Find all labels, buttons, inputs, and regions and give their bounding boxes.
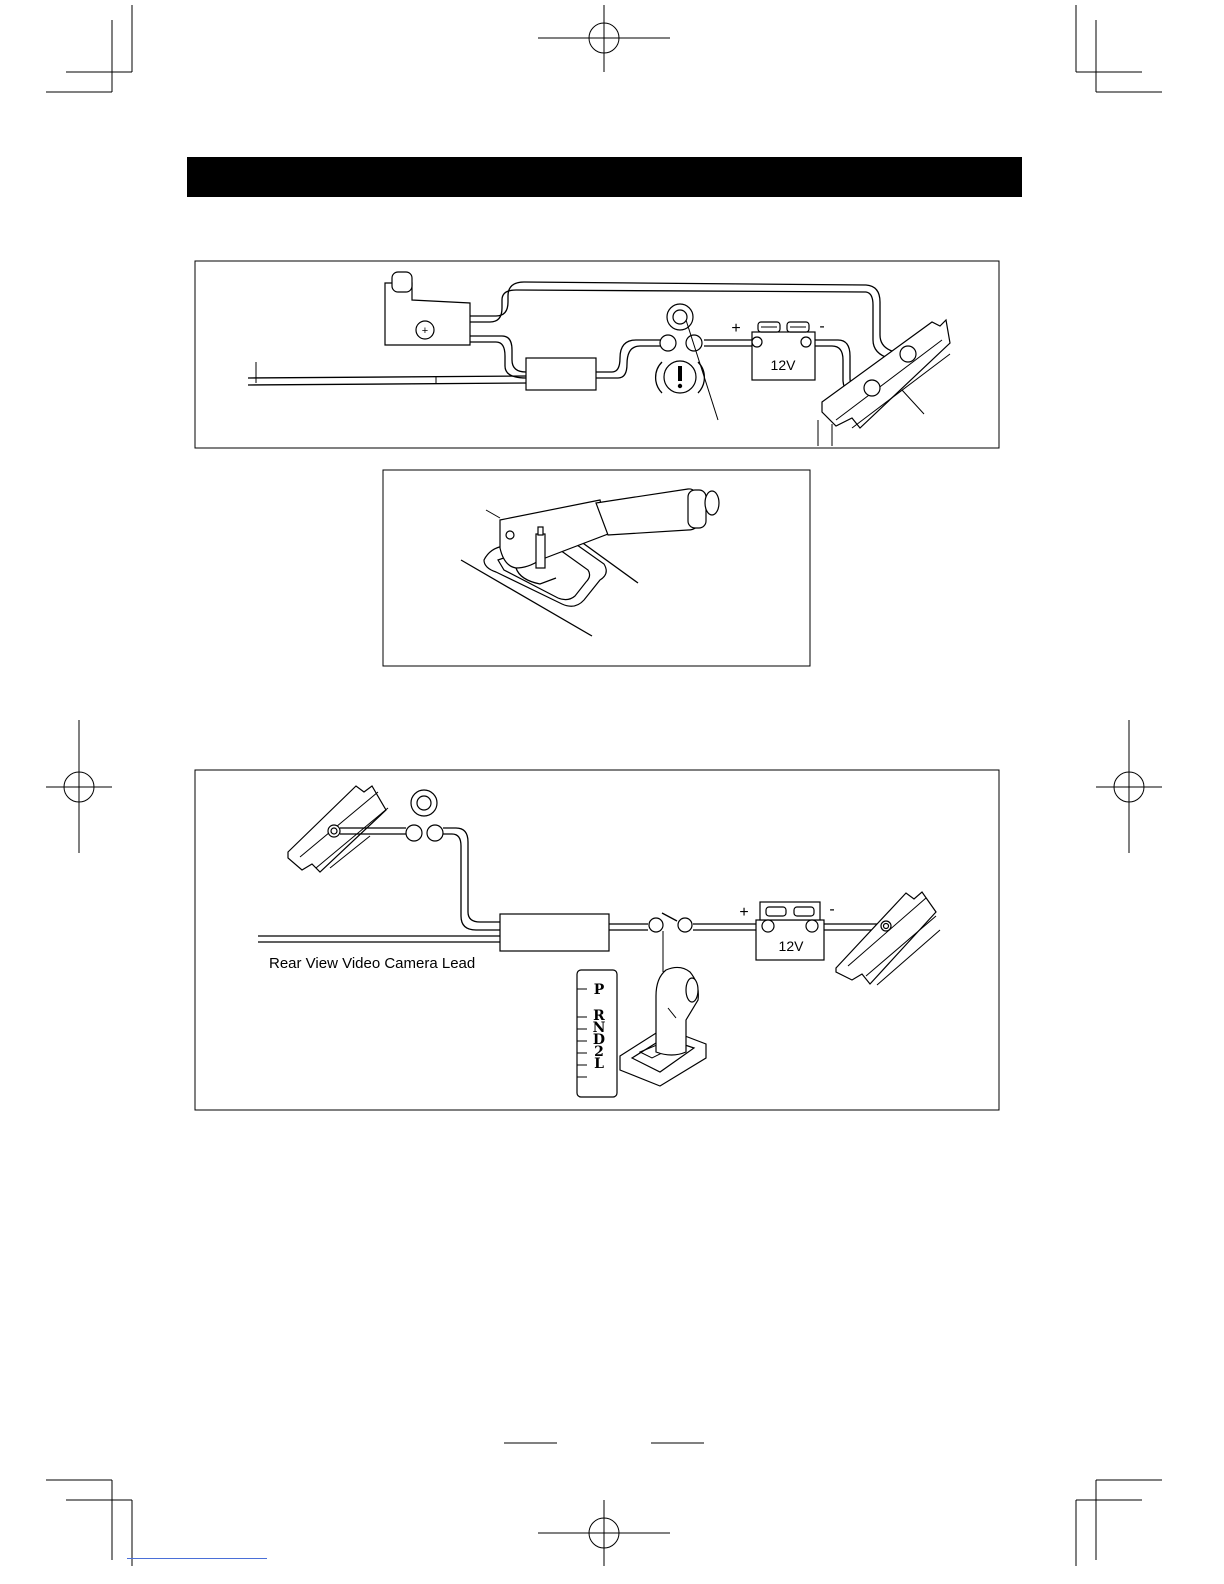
bottom-link-underline xyxy=(127,1558,267,1559)
camera-battery-plus-sign: + xyxy=(739,904,749,921)
gear-p: P xyxy=(593,982,605,998)
gear-shifter xyxy=(620,967,706,1086)
gear-n: N xyxy=(592,1020,606,1036)
reverse-gear-switch xyxy=(649,913,692,972)
camera-battery-minus-sign: - xyxy=(829,901,835,918)
camera-battery-voltage-label: 12V xyxy=(778,938,804,954)
right-chassis-rail xyxy=(836,892,940,985)
gear-d: D xyxy=(592,1032,606,1048)
battery-minus-sign: - xyxy=(819,318,825,335)
plus-terminal-symbol: + xyxy=(421,325,429,337)
gear-position-indicator xyxy=(577,970,617,1097)
camera-lead-label: Rear View Video Camera Lead xyxy=(269,955,476,972)
gear-2: 2 xyxy=(594,1044,604,1060)
gear-r: R xyxy=(593,1008,605,1024)
battery-plus-sign: + xyxy=(731,320,741,337)
gear-l: L xyxy=(594,1056,604,1072)
camera-control-module-box xyxy=(500,914,609,951)
battery-voltage-label: 12V xyxy=(770,357,796,373)
left-chassis-rail xyxy=(288,786,388,872)
reverse-lamp-switch xyxy=(406,790,443,841)
